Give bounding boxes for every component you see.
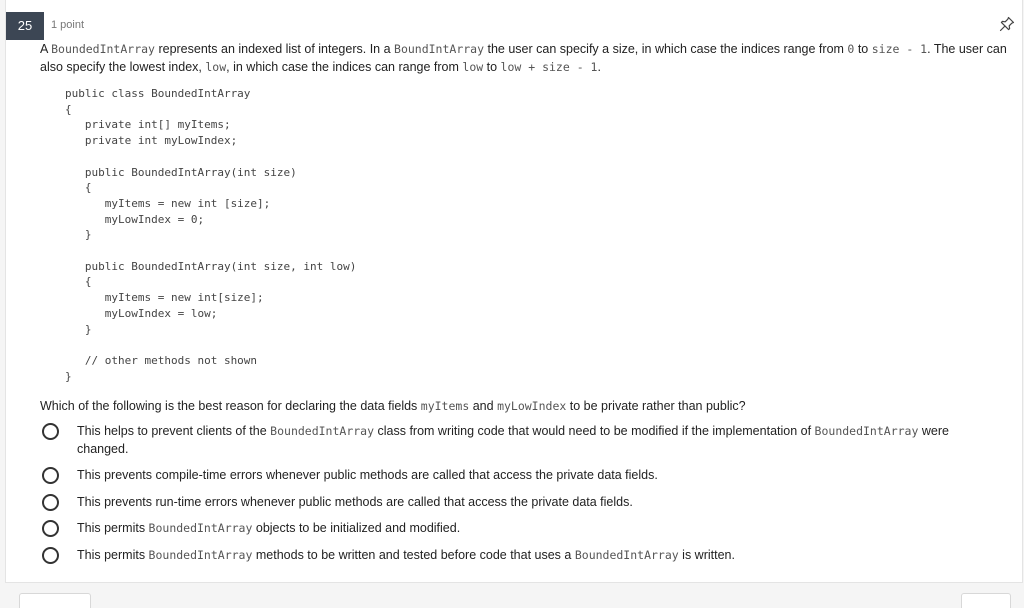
question-points: 1 point — [51, 19, 85, 31]
question-text: Which of the following is the best reason for declaring the data fields myItems and myLowIndex to be private rather than public? — [40, 399, 746, 413]
radio-button-icon[interactable] — [42, 494, 59, 511]
question-prompt: A BoundedIntArray represents an indexed list of integers. In a BoundIntArray the user can specify a size, in which case the indices range from 0 to size - 1. The user can also specify the lowest index, low, in which case the indices can range from low to low + size - 1. — [40, 42, 1007, 74]
answer-option-text: This helps to prevent clients of the BoundedIntArray class from writing code that would need to be modified if the implementation of BoundedIntArray were changed. — [77, 424, 949, 456]
answer-option-text: This prevents run-time errors whenever public methods are called that access the private data fields. — [77, 495, 633, 509]
previous-button-edge[interactable] — [19, 593, 91, 608]
question-number: 25 — [6, 12, 44, 40]
answer-option-text: This permits BoundedIntArray methods to be written and tested before code that uses a BoundedIntArray is written. — [77, 548, 735, 562]
radio-button-icon[interactable] — [42, 467, 59, 484]
answer-option-text: This permits BoundedIntArray objects to be initialized and modified. — [77, 521, 461, 535]
next-button-edge[interactable] — [961, 593, 1011, 608]
question-card — [5, 0, 1023, 583]
code-block: public class BoundedIntArray { private int[] myItems; private int myLowIndex; public BoundedIntArray(int size) { myItems = new int [size]; myLowIndex = 0; } public BoundedIntArray(int size, int low) { myItems = new int[size]; myLowIndex = low; } // other methods not shown } — [65, 87, 357, 383]
pin-icon[interactable] — [999, 16, 1015, 32]
radio-button-icon[interactable] — [42, 520, 59, 537]
radio-button-icon[interactable] — [42, 423, 59, 440]
answer-option-text: This prevents compile-time errors whenever public methods are called that access the private data fields. — [77, 468, 658, 482]
radio-button-icon[interactable] — [42, 547, 59, 564]
